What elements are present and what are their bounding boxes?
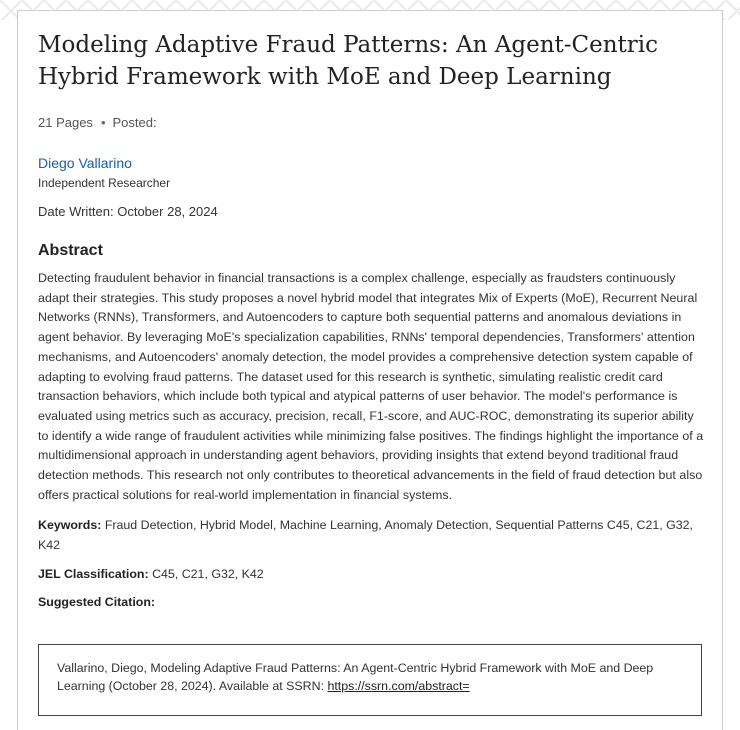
citation-box [38, 644, 702, 716]
suggested-citation-heading: Suggested Citation: [38, 595, 156, 610]
keywords-label: Keywords: [38, 518, 102, 533]
date-written: Date Written: October 28, 2024 [38, 204, 218, 219]
page-count: 21 Pages [38, 115, 93, 130]
author-affiliation: Independent Researcher [38, 176, 171, 190]
jel-label: JEL Classification: [38, 567, 149, 582]
posted-label: Posted: [112, 115, 157, 130]
author-link[interactable]: Diego Vallarino [38, 155, 132, 171]
paper-title: Modeling Adaptive Fraud Patterns: An Agent-Centric Hybrid Framework with MoE and Deep Learning [38, 32, 659, 90]
paper-meta [38, 115, 706, 131]
citation-link[interactable]: https://ssrn.com/abstract= [327, 679, 470, 693]
abstract-heading: Abstract [38, 242, 103, 259]
keywords-section [38, 515, 706, 555]
jel-value: C45, C21, G32, K42 [152, 567, 264, 582]
citation-text: Vallarino, Diego, Modeling Adaptive Fraud Patterns: An Agent-Centric Hybrid Framework with MoE and Deep Learning (October 28, 2024). Available at SSRN: [57, 661, 654, 693]
jel-section [38, 564, 706, 584]
abstract-text: Detecting fraudulent behavior in financial transactions is a complex challenge, especially as fraudsters continuously adapt their strategies. This study proposes a novel hybrid model that integrates Mix of Experts (MoE), Recurrent Neural Networks (RNNs), Transformers, and Autoencoders to capture both sequential patterns and anomalous deviations in agent behavior. By leveraging MoE's specialization capabilities, RNNs' temporal dependencies, Transformers' attention mechanisms, and Autoencoders' anomaly detection, the model provides a comprehensive detection system capable of adapting to evolving fraud patterns. The dataset used for this research is synthetic, simulating realistic credit card transaction behaviors, which include both typical and atypical patterns of user behavior. The model's performance is evaluated using metrics such as accuracy, precision, recall, F1-score, and AUC-ROC, demonstrating its superior ability to identify a wide range of fraudulent activities while minimizing false positives. The findings highlight the importance of a multidimensional approach in understanding agent behaviors, providing insights that extend beyond traditional fraud detection methods. This research not only contributes to theoretical advancements in the field of fraud detection but also offers practical solutions for real-world implementation in financial systems. [38, 271, 704, 502]
paper-card [17, 10, 723, 730]
paper-content [38, 29, 706, 612]
separator-dot: • [100, 115, 106, 130]
author-block [38, 154, 706, 172]
keywords-value: Fraud Detection, Hybrid Model, Machine Learning, Anomaly Detection, Sequential Patterns C45, C21, G32, K42 [38, 518, 693, 553]
